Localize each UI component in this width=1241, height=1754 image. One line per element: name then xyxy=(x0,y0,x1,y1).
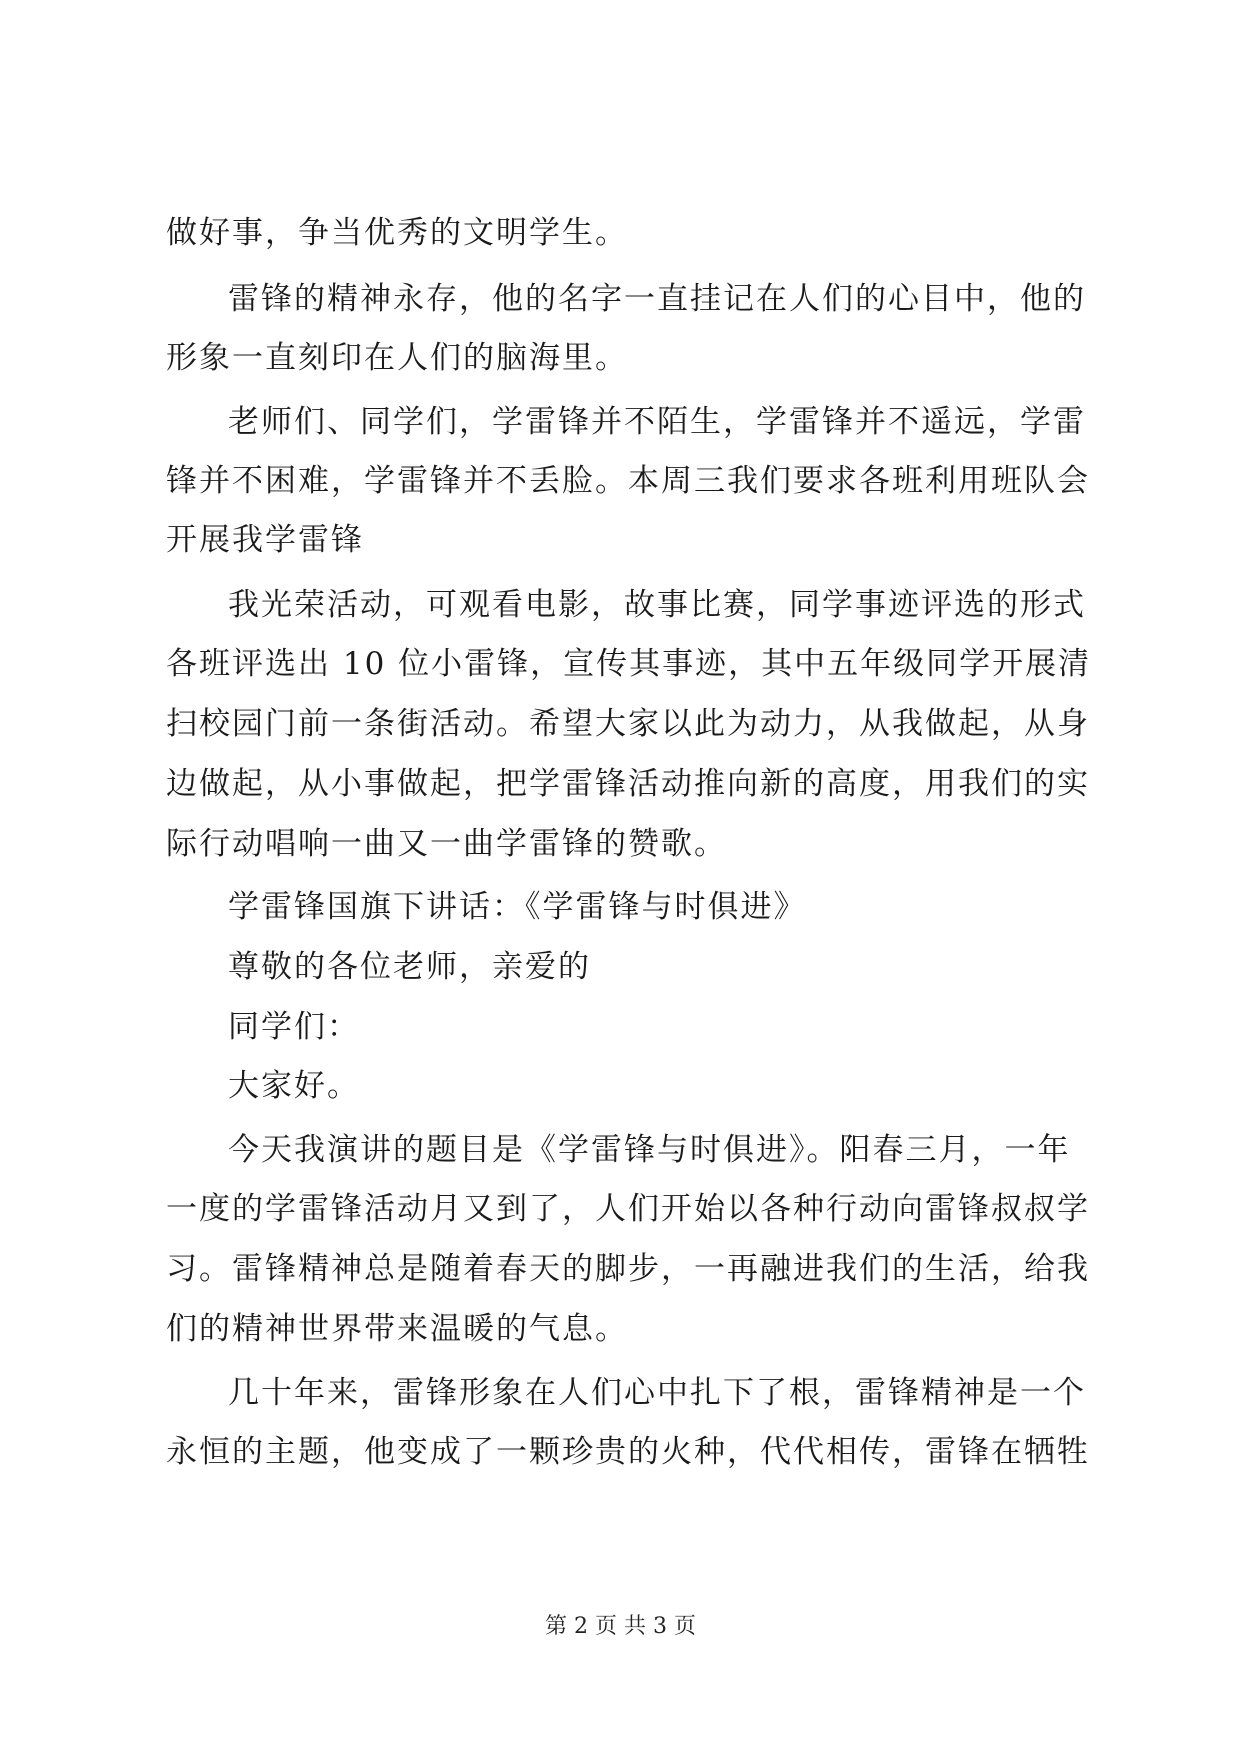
text-line: 雷锋的精神永存，他的名字一直挂记在人们的心目中，他的 xyxy=(228,281,1086,317)
text-line: 形象一直刻印在人们的脑海里。 xyxy=(166,340,628,376)
text-line: 际行动唱响一曲又一曲学雷锋的赞歌。 xyxy=(166,826,727,862)
text-line: 边做起，从小事做起，把学雷锋活动推向新的高度，用我们的实 xyxy=(166,766,1090,802)
text-line: 一度的学雷锋活动月又到了，人们开始以各种行动向雷锋叔叔学 xyxy=(166,1191,1090,1227)
text-line: 老师们、同学们，学雷锋并不陌生，学雷锋并不遥远，学雷 xyxy=(228,404,1086,440)
text-line: 我光荣活动，可观看电影，故事比赛，同学事迹评选的形式 xyxy=(228,587,1086,623)
text-line: 各班评选出 10 位小雷锋，宣传其事迹，其中五年级同学开展清 xyxy=(166,646,1092,682)
text-line: 扫校园门前一条街活动。希望大家以此为动力，从我做起，从身 xyxy=(166,706,1090,742)
text-line: 学雷锋国旗下讲话：《学雷锋与时俱进》 xyxy=(228,889,807,925)
page-number-footer: 第 2 页 共 3 页 xyxy=(545,1614,696,1639)
text-line: 永恒的主题，他变成了一颗珍贵的火种，代代相传，雷锋在牺牲 xyxy=(166,1434,1090,1470)
text-line: 同学们： xyxy=(228,1009,360,1045)
text-line: 尊敬的各位老师，亲爱的 xyxy=(228,949,591,985)
text-line: 几十年来，雷锋形象在人们心中扎下了根，雷锋精神是一个 xyxy=(228,1375,1086,1411)
text-line: 们的精神世界带来温暖的气息。 xyxy=(166,1311,628,1347)
text-line: 大家好。 xyxy=(228,1068,360,1104)
text-line: 锋并不困难，学雷锋并不丢脸。本周三我们要求各班利用班队会 xyxy=(166,463,1090,499)
text-line: 开展我学雷锋 xyxy=(166,522,364,558)
text-line: 今天我演讲的题目是《学雷锋与时俱进》。阳春三月，一年 xyxy=(228,1132,1071,1168)
text-line: 做好事，争当优秀的文明学生。 xyxy=(166,215,628,251)
text-line: 习。雷锋精神总是随着春天的脚步，一再融进我们的生活，给我 xyxy=(166,1251,1090,1287)
